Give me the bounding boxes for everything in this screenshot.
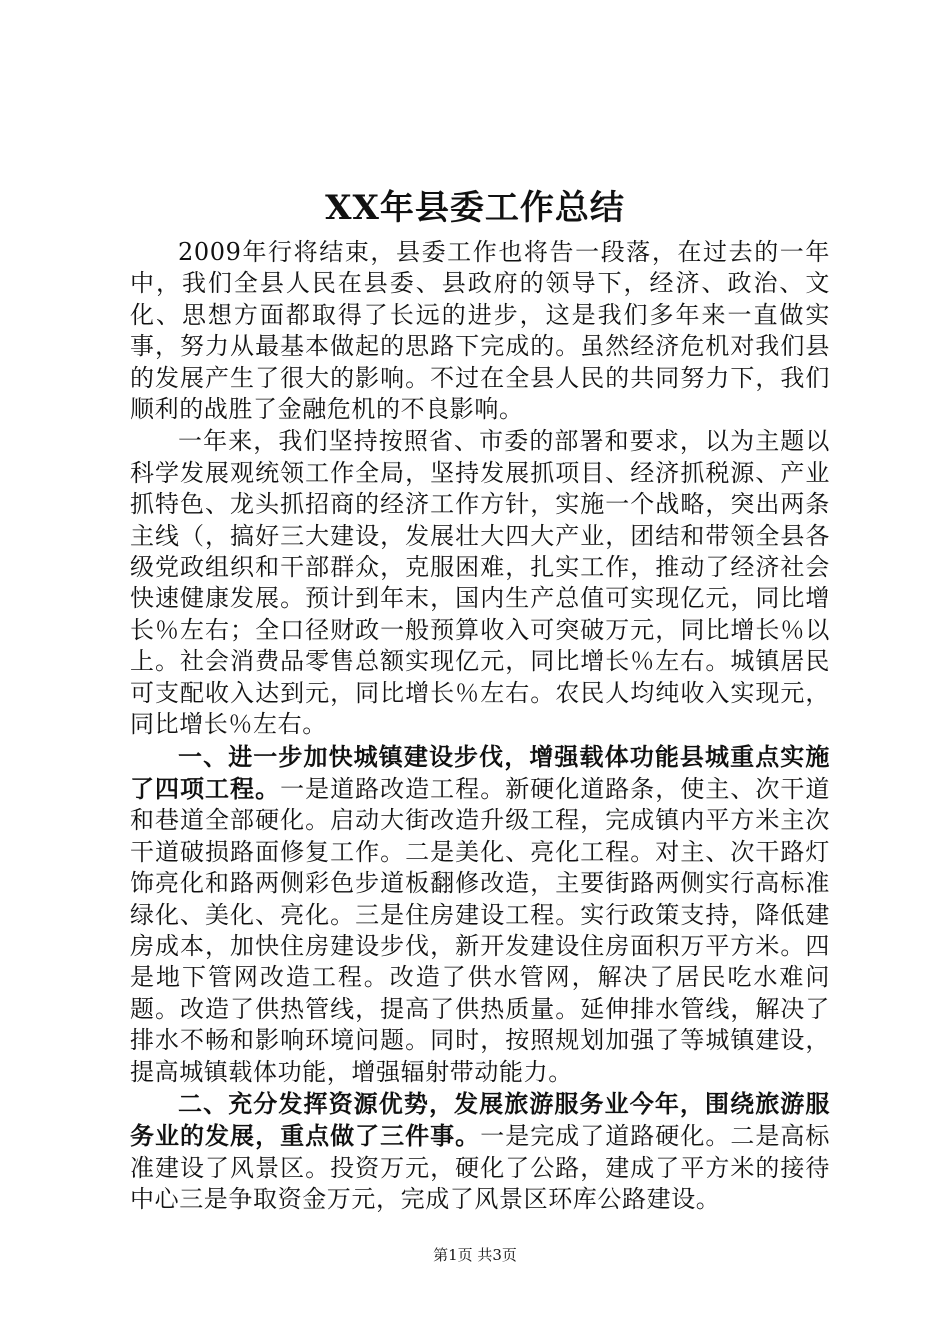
paragraph-3 <box>130 741 830 1088</box>
paragraph-4-text: 一是完成了道路硬化。二是高标准建设了风景区。投资万元，硬化了公路，建成了平方米的接待中心三是争取资金万元，完成了风景区环库公路建设。 <box>130 1122 830 1214</box>
paragraph-3-text: 一是道路改造工程。新硬化道路条，使主、次干道和巷道全部硬化。启动大街改造升级工程，完成镇内平方米主次干道破损路面修复工作。二是美化、亮化工程。对主、次干路灯饰亮化和路两侧彩色步道板翻修改造，主要街路两侧实行高标准绿化、美化、亮化。三是住房建设工程。实行政策支持，降低建房成本，加快住房建设步伐，新开发建设住房面积万平方米。四是地下管网改造工程。改造了供水管网，解决了居民吃水难问题。改造了供热管线，提高了供热质量。延伸排水管线，解决了排水不畅和影响环境问题。同时，按照规划加强了等城镇建设，提高城镇载体功能，增强辐射带动能力。 <box>130 774 830 1086</box>
paragraph-2-text: 一年来，我们坚持按照省、市委的部署和要求，以为主题以科学发展观统领工作全局，坚持发展抓项目、经济抓税源、产业抓特色、龙头抓招商的经济工作方针，实施一个战略，突出两条主线（，搞好三大建设，发展壮大四大产业，团结和带领全县各级党政组织和干部群众，克服困难，扎实工作，推动了经济社会快速健康发展。预计到年末，国内生产总值可实现亿元，同比增长％左右；全口径财政一般预算收入可突破万元，同比增长％以上。社会消费品零售总额实现亿元，同比增长％左右。城镇居民可支配收入达到元，同比增长％左右。农民人均纯收入实现元，同比增长％左右。 <box>130 427 830 739</box>
paragraph-4 <box>130 1088 830 1216</box>
document-body <box>130 236 830 1216</box>
paragraph-3-heading: 一、进一步加快城镇建设步伐，增强载体功能县城重点实施了四项工程。 <box>130 741 830 803</box>
paragraph-2 <box>130 425 830 740</box>
page-footer: 第1页 共3页 <box>433 1246 517 1264</box>
document-title: XX年县委工作总结 <box>325 188 625 228</box>
paragraph-1 <box>130 236 830 425</box>
paragraph-1-text: 2009年行将结束，县委工作也将告一段落，在过去的一年中，我们全县人民在县委、县政府的领导下，经济、政治、文化、思想方面都取得了长远的进步，这是我们多年来一直做实事，努力从最基本做起的思路下完成的。虽然经济危机对我们县的发展产生了很大的影响。不过在全县人民的共同努力下，我们顺利的战胜了金融危机的不良影响。 <box>130 238 830 424</box>
paragraph-4-heading: 二、充分发挥资源优势，发展旅游服务业今年，围绕旅游服务业的发展，重点做了三件事。 <box>130 1088 830 1151</box>
